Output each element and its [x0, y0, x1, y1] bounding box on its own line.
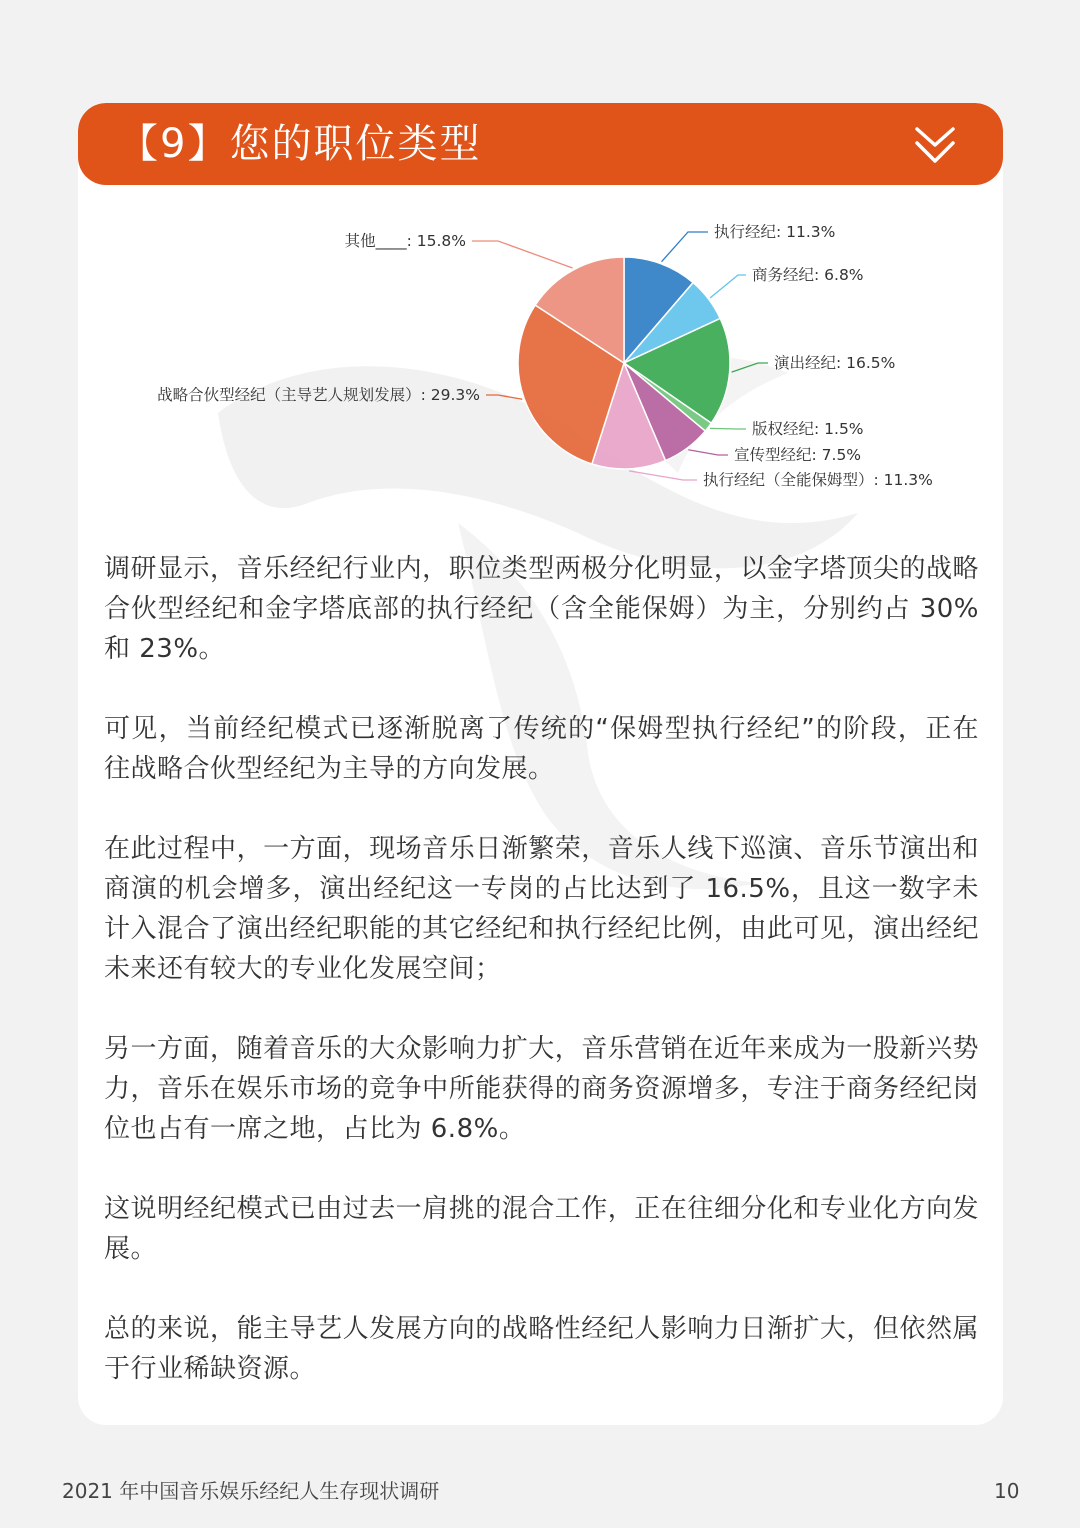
- pie-label-7: 战略合伙型经纪（主导艺人规划发展）: 29.3%: [157, 386, 480, 404]
- pie-label-8: 其他____: 15.8%: [344, 232, 466, 250]
- paragraph-1: 调研显示，音乐经纪行业内，职位类型两极分化明显，以金字塔顶尖的战略合伙型经纪和金字塔底部的执行经纪（含全能保姆）为主，分别约占 30% 和 23%。: [104, 554, 979, 664]
- footer-page-number: 10: [994, 1479, 1020, 1503]
- pie-label-1: 执行经纪: 11.3%: [714, 223, 836, 241]
- footer-report-title: 2021 年中国音乐娱乐经纪人生存现状调研: [62, 1479, 440, 1503]
- section-title: 【9】您的职位类型: [118, 121, 482, 167]
- pie-leader-1: [662, 232, 708, 262]
- paragraph-6: 总的来说，能主导艺人发展方向的战略性经纪人影响力日渐扩大，但依然属于行业稀缺资源。: [104, 1314, 979, 1384]
- body-text: [104, 549, 979, 1425]
- pie-leader-4: [710, 428, 746, 429]
- content-card: [78, 103, 1003, 1425]
- pie-leader-5: [688, 450, 728, 455]
- section-header: [78, 103, 1003, 185]
- pie-label-4: 版权经纪: 1.5%: [752, 420, 864, 438]
- paragraph-4: 另一方面，随着音乐的大众影响力扩大，音乐营销在近年来成为一股新兴势力，音乐在娱乐市场的竞争中所能获得的商务资源增多，专注于商务经纪岗位也占有一席之地，占比为 6.8%。: [104, 1034, 979, 1144]
- pie-label-6: 执行经纪（全能保姆型）: 11.3%: [703, 471, 933, 489]
- pie-leader-6: [629, 471, 697, 480]
- pie-leader-2: [710, 275, 746, 298]
- pie-label-2: 商务经纪: 6.8%: [752, 266, 864, 284]
- pie-leader-3: [732, 363, 768, 372]
- pie-label-5: 宣传型经纪: 7.5%: [734, 446, 862, 464]
- double-chevron-down-icon[interactable]: [913, 123, 957, 167]
- paragraph-2: 可见，当前经纪模式已逐渐脱离了传统的“保姆型执行经纪”的阶段，正在往战略合伙型经纪为主导的方向发展。: [104, 714, 979, 784]
- pie-chart: [78, 213, 1003, 533]
- paragraph-5: 这说明经纪模式已由过去一肩挑的混合工作，正在往细分化和专业化方向发展。: [104, 1194, 979, 1264]
- paragraph-3: 在此过程中，一方面，现场音乐日渐繁荣，音乐人线下巡演、音乐节演出和商演的机会增多，演出经纪这一专岗的占比达到了 16.5%，且这一数字未计入混合了演出经纪职能的其它经纪和执行经纪比例，由此可见，演出经纪未来还有较大的专业化发展空间；: [104, 834, 979, 984]
- pie-leader-7: [486, 395, 522, 399]
- pie-label-3: 演出经纪: 16.5%: [774, 354, 896, 372]
- pie-leader-8: [472, 241, 573, 268]
